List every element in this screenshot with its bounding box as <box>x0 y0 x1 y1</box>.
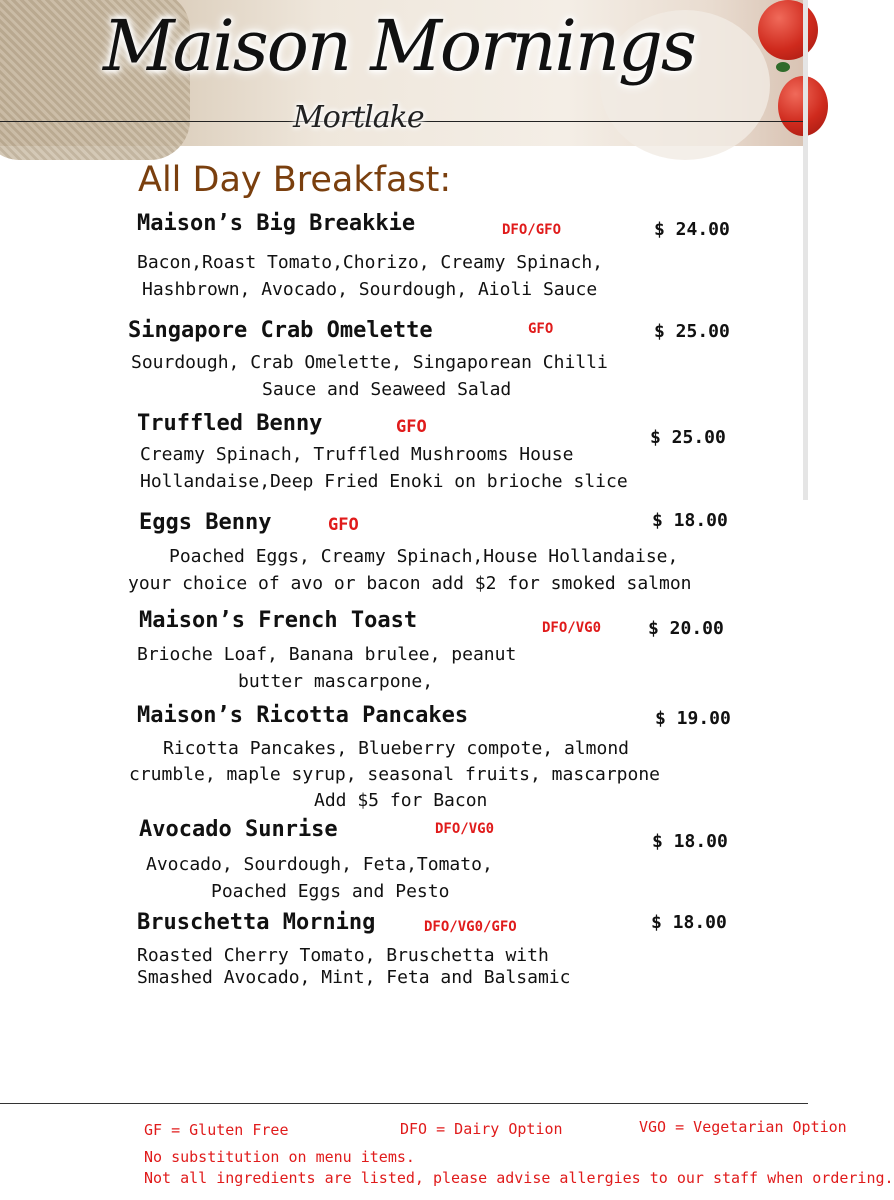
footer-note: No substitution on menu items. <box>144 1148 415 1166</box>
item-name: Singapore Crab Omelette <box>128 318 433 343</box>
tomato-icon <box>758 0 818 60</box>
dietary-tag: DFO/GFO <box>502 222 562 238</box>
item-name: Maison’s Big Breakkie <box>137 211 416 236</box>
item-description-line: butter mascarpone, <box>238 671 434 692</box>
dietary-tag: DFO/VG0/GFO <box>424 919 517 935</box>
dietary-tag: DFO/VG0 <box>435 821 495 837</box>
dietary-tag: GFO <box>328 515 359 535</box>
legend-gluten-free: GF = Gluten Free <box>144 1121 289 1139</box>
item-description-line: Poached Eggs and Pesto <box>211 881 450 902</box>
item-description-line: Avocado, Sourdough, Feta,Tomato, <box>146 854 493 875</box>
dietary-tag: GFO <box>396 417 427 437</box>
item-description-line: Hollandaise,Deep Fried Enoki on brioche slice <box>140 471 628 492</box>
item-description-line: your choice of avo or bacon add $2 for smoked salmon <box>128 573 692 594</box>
item-price: $ 25.00 <box>650 427 726 448</box>
item-price: $ 20.00 <box>648 618 724 639</box>
legend-dairy-option: DFO = Dairy Option <box>400 1120 563 1138</box>
item-price: $ 18.00 <box>651 912 727 933</box>
section-heading: All Day Breakfast: <box>138 160 452 200</box>
item-description-line: Smashed Avocado, Mint, Feta and Balsamic <box>137 967 571 988</box>
item-description-line: crumble, maple syrup, seasonal fruits, mascarpone <box>129 764 661 785</box>
item-name: Avocado Sunrise <box>139 817 338 842</box>
page-title: Maison Mornings <box>103 5 695 87</box>
item-name: Maison’s Ricotta Pancakes <box>137 703 469 728</box>
item-name: Truffled Benny <box>137 411 323 436</box>
item-name: Maison’s French Toast <box>139 608 418 633</box>
header-banner <box>0 0 808 146</box>
item-description-line: Sauce and Seaweed Salad <box>262 379 512 400</box>
dietary-tag: GFO <box>528 321 554 337</box>
item-description-line: Sourdough, Crab Omelette, Singaporean Chilli <box>131 352 608 373</box>
dietary-tag: DFO/VG0 <box>542 620 602 636</box>
scrollbar[interactable] <box>803 0 808 500</box>
leaf-icon <box>776 62 790 72</box>
item-description-line: Roasted Cherry Tomato, Bruschetta with <box>137 945 549 966</box>
item-description-line: Poached Eggs, Creamy Spinach,House Hollandaise, <box>169 546 679 567</box>
item-description-line: Bacon,Roast Tomato,Chorizo, Creamy Spinach, <box>137 252 603 273</box>
item-price: $ 24.00 <box>654 219 730 240</box>
item-price: $ 18.00 <box>652 510 728 531</box>
item-name: Eggs Benny <box>139 510 272 535</box>
page-subtitle: Mortlake <box>293 100 424 135</box>
legend-vegetarian-option: VGO = Vegetarian Option <box>639 1118 847 1136</box>
item-price: $ 19.00 <box>655 708 731 729</box>
item-description-line: Add $5 for Bacon <box>314 790 488 811</box>
item-price: $ 18.00 <box>652 831 728 852</box>
item-description-line: Ricotta Pancakes, Blueberry compote, almond <box>163 738 629 759</box>
item-name: Bruschetta Morning <box>137 910 376 935</box>
footer-note: Not all ingredients are listed, please advise allergies to our staff when ordering. <box>144 1169 894 1187</box>
item-description-line: Brioche Loaf, Banana brulee, peanut <box>137 644 517 665</box>
item-price: $ 25.00 <box>654 321 730 342</box>
footer-divider <box>0 1103 808 1104</box>
item-description-line: Creamy Spinach, Truffled Mushrooms House <box>140 444 574 465</box>
item-description-line: Hashbrown, Avocado, Sourdough, Aioli Sauce <box>142 279 598 300</box>
